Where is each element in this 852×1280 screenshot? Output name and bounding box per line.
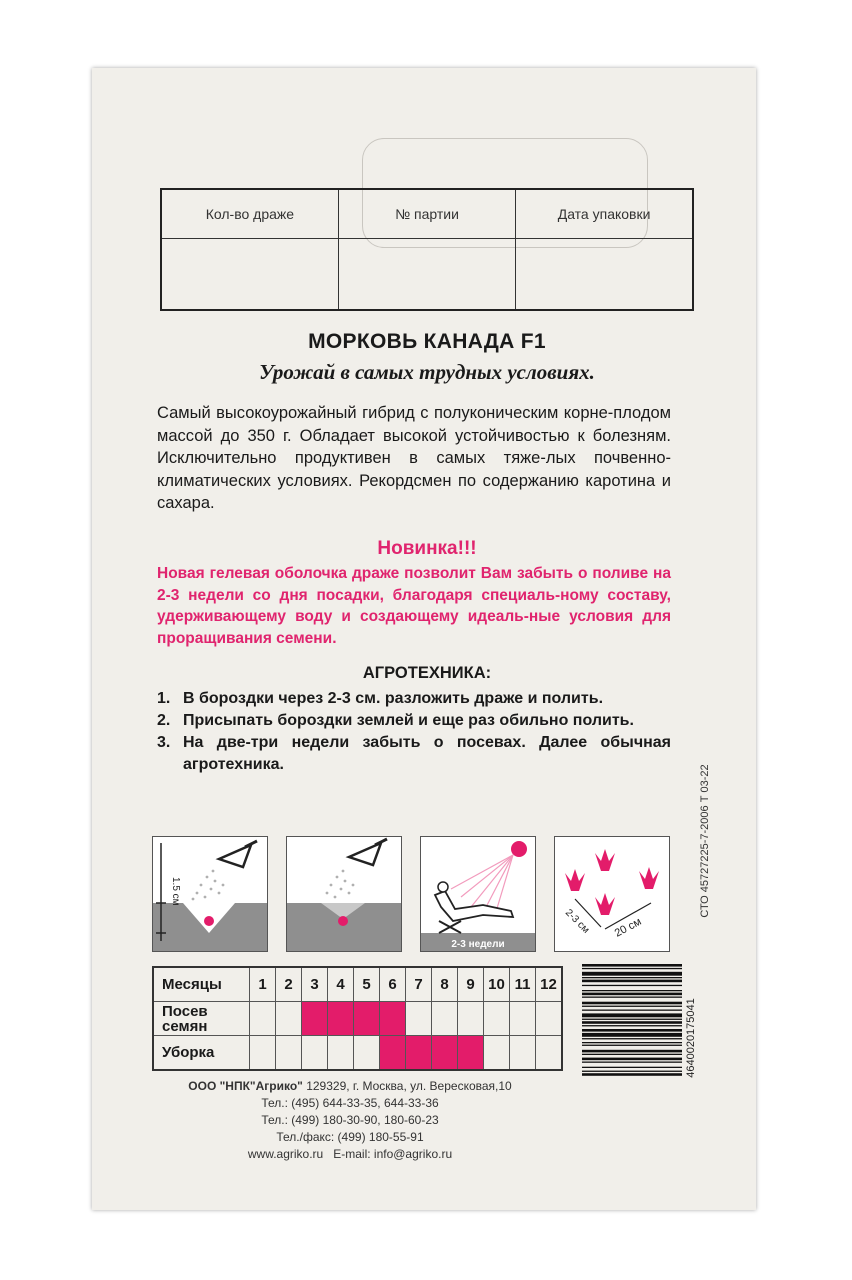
calendar-cell — [380, 1036, 406, 1071]
calendar-cell — [276, 1036, 302, 1071]
barcode-bar — [582, 985, 682, 986]
month-cell: 8 — [432, 967, 458, 1002]
barcode-bar — [582, 972, 682, 976]
barcode-bar — [582, 990, 682, 991]
calendar-cell — [536, 1036, 563, 1071]
barcode-bar — [582, 1002, 682, 1005]
depth-label: 1.5 см — [170, 877, 181, 906]
barcode-bar — [582, 1006, 682, 1007]
calendar-cell — [432, 1036, 458, 1071]
barcode-bar — [582, 1062, 682, 1063]
product-description: Самый высокоурожайный гибрид с полуконическим корне-плодом массой до 350 г. Обладает высокой устойчивостью к болезням. Исключительно продуктивен в самых тяже-лых почвенно-климатических условиях. Рекордсмен по содержанию каротина и сахара. — [157, 404, 671, 512]
barcode-bar — [582, 968, 682, 969]
month-cell: 6 — [380, 967, 406, 1002]
calendar-cell — [458, 1002, 484, 1036]
barcode-bar — [582, 997, 682, 998]
barcode-bar — [582, 1067, 682, 1068]
company-phone2: Тел.: (499) 180-30-90, 180-60-23 — [261, 1113, 439, 1127]
barcode-bar — [582, 980, 682, 983]
months-label: Месяцы — [153, 967, 250, 1002]
calendar-cell — [536, 1002, 563, 1036]
agro-step: 2. Присыпать бороздки землей и еще раз обильно полить. — [157, 712, 634, 729]
company-name: ООО "НПК"Агрико" — [188, 1079, 303, 1093]
agro-steps — [157, 688, 671, 776]
barcode-bar — [582, 1029, 682, 1032]
calendar-cell — [302, 1002, 328, 1036]
calendar-cell — [510, 1036, 536, 1071]
barcode-bar — [582, 1021, 682, 1024]
month-cell: 9 — [458, 967, 484, 1002]
harvest-label: Уборка — [153, 1036, 250, 1071]
barcode-bar — [582, 1025, 682, 1026]
spacing-large-label: 20 см — [612, 915, 644, 940]
month-cell: 7 — [406, 967, 432, 1002]
company-web: www.agriko.ru — [247, 1147, 324, 1161]
sowing-calendar — [152, 966, 563, 1071]
company-fax: Тел./факс: (499) 180-55-91 — [276, 1130, 424, 1144]
barcode-bar — [582, 977, 682, 978]
calendar-cell — [328, 1002, 354, 1036]
month-cell: 1 — [250, 967, 276, 1002]
barcode-bar — [582, 1019, 682, 1020]
month-cell: 11 — [510, 967, 536, 1002]
product-title: МОРКОВЬ КАНАДА F1 — [308, 330, 546, 353]
calendar-cell — [302, 1036, 328, 1071]
barcode-bar — [582, 1042, 682, 1043]
barcode-bar — [582, 1010, 682, 1011]
agro-heading: АГРОТЕХНИКА: — [362, 664, 492, 682]
barcode-bar — [582, 1045, 682, 1046]
calendar-cell — [380, 1002, 406, 1036]
novelty-heading: Новинка!!! — [377, 538, 477, 559]
calendar-cell — [354, 1002, 380, 1036]
spacing-small-label: 2-3 см — [562, 907, 592, 936]
barcode-bar — [582, 993, 682, 996]
calendar-cell — [250, 1036, 276, 1071]
calendar-cell — [276, 1002, 302, 1036]
calendar-cell — [484, 1002, 510, 1036]
barcode-bar — [582, 1071, 682, 1072]
standard-code: СТО 45727225-7-2006 Т 03-22 — [699, 764, 711, 918]
company-address: 129329, г. Москва, ул. Вересковая,10 — [306, 1079, 512, 1093]
barcode-bar — [582, 964, 682, 967]
count-header: Кол-во драже — [161, 189, 338, 239]
month-cell: 12 — [536, 967, 563, 1002]
calendar-cell — [328, 1036, 354, 1071]
calendar-cell — [354, 1036, 380, 1071]
calendar-cell — [406, 1036, 432, 1071]
count-cell — [161, 239, 338, 311]
pictogram-resting — [420, 836, 536, 952]
barcode-bar — [582, 1050, 682, 1053]
month-cell: 5 — [354, 967, 380, 1002]
barcode-bar — [582, 1058, 682, 1061]
pictogram-sowing — [152, 836, 268, 952]
pictogram-watering — [286, 836, 402, 952]
agro-step: 1. В бороздки через 2-3 см. разложить драже и полить. — [157, 690, 604, 707]
weeks-label: 2-3 недели — [451, 939, 505, 950]
calendar-sowing-row — [153, 1002, 562, 1036]
pictogram-spacing — [554, 836, 670, 952]
company-email: E-mail: info@agriko.ru — [333, 1147, 453, 1161]
barcode-bar — [582, 1033, 682, 1037]
company-info — [150, 1078, 550, 1163]
barcode-bar — [582, 1073, 682, 1076]
barcode-bars — [582, 962, 706, 1114]
month-cell: 2 — [276, 967, 302, 1002]
calendar-months-row — [153, 967, 562, 1002]
barcode — [582, 962, 706, 1119]
month-cell: 4 — [328, 967, 354, 1002]
date-cell — [516, 239, 693, 311]
batch-cell — [338, 239, 515, 311]
calendar-cell — [484, 1036, 510, 1071]
barcode-number: 4640020175041 — [685, 998, 697, 1078]
barcode-bar — [582, 1038, 682, 1039]
calendar-cell — [406, 1002, 432, 1036]
batch-header: № партии — [338, 189, 515, 239]
barcode-bar — [582, 1013, 682, 1017]
calendar-harvest-row — [153, 1036, 562, 1071]
novelty-text: Новая гелевая оболочка драже позволит Вам забыть о поливе на 2-3 недели со дня посадки, благодаря специаль-ному составу, удерживающему воду и создающему идеаль-ные условия для проращивания семени. — [157, 565, 671, 647]
month-cell: 3 — [302, 967, 328, 1002]
calendar-cell — [510, 1002, 536, 1036]
calendar-cell — [432, 1002, 458, 1036]
sowing-label: Посев семян — [153, 1002, 250, 1036]
calendar-cell — [458, 1036, 484, 1071]
date-header: Дата упаковки — [516, 189, 693, 239]
barcode-bar — [582, 1054, 682, 1055]
calendar-cell — [250, 1002, 276, 1036]
agro-step: 3. На две-три недели забыть о посевах. Далее обычная агротехника. — [157, 734, 671, 773]
month-cell: 10 — [484, 967, 510, 1002]
product-subtitle: Урожай в самых трудных условиях. — [259, 360, 595, 384]
company-phone1: Тел.: (495) 644-33-35, 644-33-36 — [261, 1096, 439, 1110]
packing-info-table — [160, 188, 694, 311]
